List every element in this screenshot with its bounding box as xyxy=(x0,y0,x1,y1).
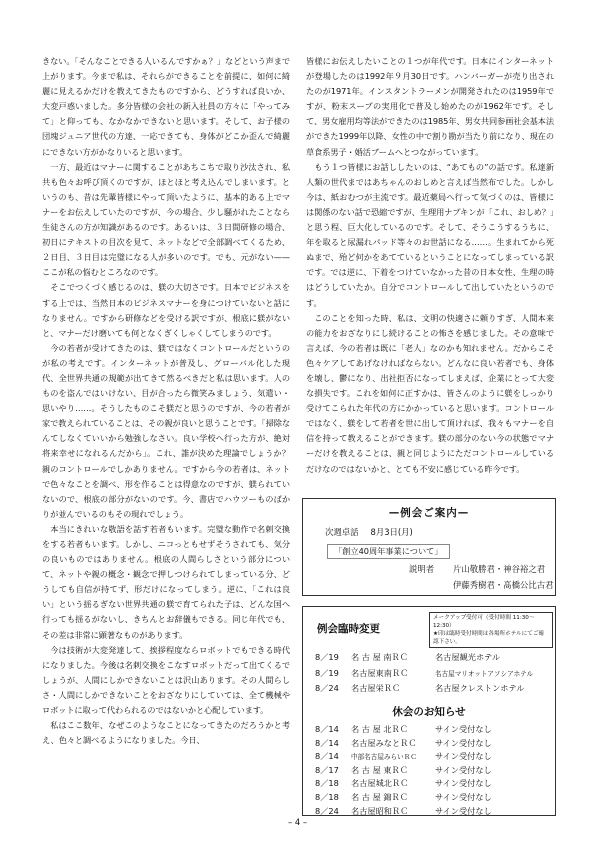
row-date: 8／17 xyxy=(315,764,339,775)
row-club: 名 古 屋 南ＲＣ xyxy=(351,652,408,662)
next-talk-date: 8月3日(月) xyxy=(370,527,413,537)
row-place: 名古屋観光ホテル xyxy=(435,652,501,662)
paragraph: 今の若者が受けてきたのは、躾ではなくコントロールだというのが私の考えです。インターネットが普及し、グローバル化した現代、全世界共通の規範が出てきて然るべきだと私は思います。人のものを盗んではいけない、目が合ったら微笑みましょう、気遣い・思いやり……。そうしたものこそ躾だと思うのですが、今の若者が家で教えられていることは、その親が良いと思うことです。「掃除なんてしなくていいから勉強しなさい。良い学校へ行った方が、絶対将来幸せになれるんだから」。これ、誰が決めた理論でしょうか？ 親のコントロールでしかありません。ですから今の若者は、ネットで色々なことを調べ、形を作ることは得意なのですが、躾られていないので、根底の部分がないのです。今、書店でハウツーものばかりが並んでいるのもその現れでしょう。 xyxy=(42,342,299,519)
row-place: サイン受付なし xyxy=(435,764,492,775)
row-club: 名 古 屋 東ＲＣ xyxy=(351,764,408,775)
row-place: サイン受付なし xyxy=(435,805,492,816)
row-place: サイン受付なし xyxy=(435,751,492,762)
row-date: 8／19 xyxy=(315,667,339,678)
paragraph: 本当にきれいな敬語を話す若者もいます。完璧な動作で名刺交換をする若者もいます。しかし、ニコっともせずそうされても、気分の良いものではありません。根底の人間らしさという部分について、ネットや親の概念・観念で押しつけられてしまっている分、どうしても自信が持てず、形だけになってしまう。逆に、「これは良い」という揺るぎない世界共通の躾で育てられた子は、どんな国へ行っても揺るがないし、きちんとお辞儀もできる。同じ年代でも、その差は非常に顕著なものがあります。 xyxy=(42,523,290,640)
meeting-notice-box xyxy=(302,498,556,596)
row-date: 8／14 xyxy=(315,751,339,762)
schedule-change-box xyxy=(302,606,556,816)
paragraph: もう１つ皆様にお話ししたいのは、“あてもの”の話です。私達新人類の世代まではあちゃんのおしめと言えば当然布でした。しかし今は、紙おむつが主流です。最近薬局へ行って気づくのは、皆様には関係のない話で恐縮ですが、生理用ナプキンが「これ、おしめ？」と思う程、巨大化しているのです。そして、そうこうするうちに、年を取ると尿漏れパッド等々のお世話になる……。生まれてから死ぬまで、殆ど何かをあてているということになってしまっている訳です。では逆に、下着をつけていなかった昔の日本女性、生理の時はどうしていたか。自分でコントロールして出していたというのです。 xyxy=(306,161,554,308)
row-date: 8／19 xyxy=(315,652,339,662)
speakers-line-1: 片山敬勝君・神谷裕之君 xyxy=(453,564,546,574)
row-club: 名古屋みなとＲＣ xyxy=(351,737,417,748)
row-club: 名古屋栄ＲＣ xyxy=(351,683,401,693)
schedule-row xyxy=(315,683,524,696)
next-talk-line xyxy=(325,526,413,538)
schedule-row xyxy=(315,652,500,665)
makeup-note-line-1: メークアップ受付可（受付時間 11:30～12:30） xyxy=(433,615,535,629)
row-place: サイン受付なし xyxy=(435,778,492,789)
schedule-row xyxy=(315,751,492,764)
row-date: 8／18 xyxy=(315,778,339,789)
row-date: 8／24 xyxy=(315,683,339,693)
schedule-change-title: 例会臨時変更 xyxy=(317,623,380,635)
row-place: 名古屋クレストンホテル xyxy=(435,683,525,693)
next-talk-topic: 「創立40周年事業について」 xyxy=(327,544,450,559)
next-talk-label: 次週卓話 xyxy=(325,527,359,537)
paragraph: 皆様にお伝えしたいことの１つが年代です。日本にインターネットが登場したのは1992年９月30日です。ハンバーガーが売り出されたのが1971年。インスタントラーメンが開発されたのは1959年ですが、粉末スープの実用化で普及し始めたのが1962年です。そして、男女雇用均等法ができたのは1985年、男女共同参画社会基本法ができた1999年以降、女性の中で割り勘が当たり前になり、現在の草食系男子・婚活ブームへとつながっています。 xyxy=(306,56,554,157)
row-club: 名 古 屋 北ＲＣ xyxy=(351,724,408,734)
row-place: サイン受付なし xyxy=(435,724,492,734)
row-place: サイン受付なし xyxy=(435,737,492,748)
article-column-left xyxy=(42,54,299,748)
row-place: サイン受付なし xyxy=(435,792,492,802)
speakers-label: 説明者 xyxy=(409,564,435,574)
article-column-right xyxy=(306,54,554,477)
row-date: 8／18 xyxy=(315,792,339,802)
row-date: 8／24 xyxy=(315,805,339,816)
paragraph: 私はここ数年、なぜこのようなことになってきたのだろうかと考え、色々と調べるようになりました。今日、 xyxy=(42,720,290,746)
paragraph: このことを知った時、私は、文明の快適さに頼りすぎ、人間本来の能力をおざなりにし続けることの怖さを感じました。その意味で言えば、今の若者は既に「老人」なのかも知れません。だからこそ色々ケアしてあげなければならない。どんなに良い若者でも、身体を壊し、鬱になり、出社拒否になってしまえば、企業にとって大変な損失です。これを如何に正すかは、皆さんのように躾をしっかり受けてこられた年代の方にかかっていると思います。コントロールではなく、躾をして若者を世に出して頂ければ、我々もマナーを自信を持って教えることができます。躾の部分のない今の状態でマナーだけを教えることは、親と同じようにただコントロールしているだけなのではないかと、とても不安に感じている昨今です。 xyxy=(306,312,554,474)
paragraph: きない。「そんなことできる人いるんですかぁ？」などという声まで上がります。今まで私は、それらができることを前提に、如何に綺麗に見えるかだけを教えてきたものですから、どうすれば良いか、大変戸惑いました。多分皆様の会社の新入社員の方々に「やってみて」と仰っても、なかなかできないと思います。そして、お子様の団塊ジュニア世代の方達、一応できても、身体がどこか歪んで綺麗にできない方がかなりいると思います。 xyxy=(42,56,290,157)
row-place: 名古屋マリオットアソシアホテル xyxy=(435,669,534,678)
row-club: 名古屋城北ＲＣ xyxy=(351,778,409,789)
closure-title: 休会のお知らせ xyxy=(392,706,466,718)
schedule-row xyxy=(315,738,492,751)
row-club: 名 古 屋 錦ＲＣ xyxy=(351,792,408,802)
schedule-row xyxy=(315,765,492,778)
makeup-note xyxy=(429,612,553,648)
row-club: 名古屋昭和ＲＣ xyxy=(351,805,409,816)
schedule-row xyxy=(315,792,492,805)
paragraph: そこでつくづく感じるのは、躾の大切さです。日本でビジネスをする上では、当然日本のビジネスマナーを身につけていないと話になりません。ですから研修などを受ける訳ですが、根底に躾がないと、マナーだけ磨いても何となくぎくしゃくしてしまうのです。 xyxy=(42,282,290,338)
page-number: – 4 – xyxy=(287,817,308,827)
paragraph: 一方、最近はマナーに関することがあちこちで取り沙汰され、私共も色々お呼び頂くのですが、ほとほと考え込んでしまいます。というのも、昔は先輩皆様にやって頂いたように、基本的ある上でマナーをお伝えしていたのですが、今の場合、少し騒がれたことなら生徒さんの方が知識があるのです。あるいは、３日間研修の場合、初日にテキストの目次を見て、ネットなどで全部調べてくるため、２日目、３日目は完璧になる人が多いのです。でも、元がない——ここが私の悩むところなのです。 xyxy=(42,161,290,278)
schedule-row xyxy=(315,668,533,681)
row-club: 中部名古屋みらいＲＣ xyxy=(351,753,417,762)
meeting-notice-title: —例会ご案内— xyxy=(388,507,470,519)
row-date: 8／14 xyxy=(315,724,339,734)
paragraph: 今は技術が大変発達して、挨拶程度ならロボットでもできる時代になりました。今後は名刺交換をこなすロボットだって出てくるでしょうが、人間にしかできないことは沢山あります。その人間らしさ・人間にしかできないことをおざなりにしていては、全て機械やロボットに取って代わられるのではないかと心配しています。 xyxy=(42,644,290,716)
speakers-line-2: 伊藤秀樹君・髙橋公比古君 xyxy=(453,580,554,590)
schedule-row xyxy=(315,724,492,737)
schedule-row xyxy=(315,778,492,791)
makeup-note-line-2: ★印は臨時受付時間は各場所ホテルにてご確認下さい。 xyxy=(433,631,545,645)
row-date: 8／14 xyxy=(315,737,339,748)
row-club: 名古屋東南ＲＣ xyxy=(351,667,409,678)
